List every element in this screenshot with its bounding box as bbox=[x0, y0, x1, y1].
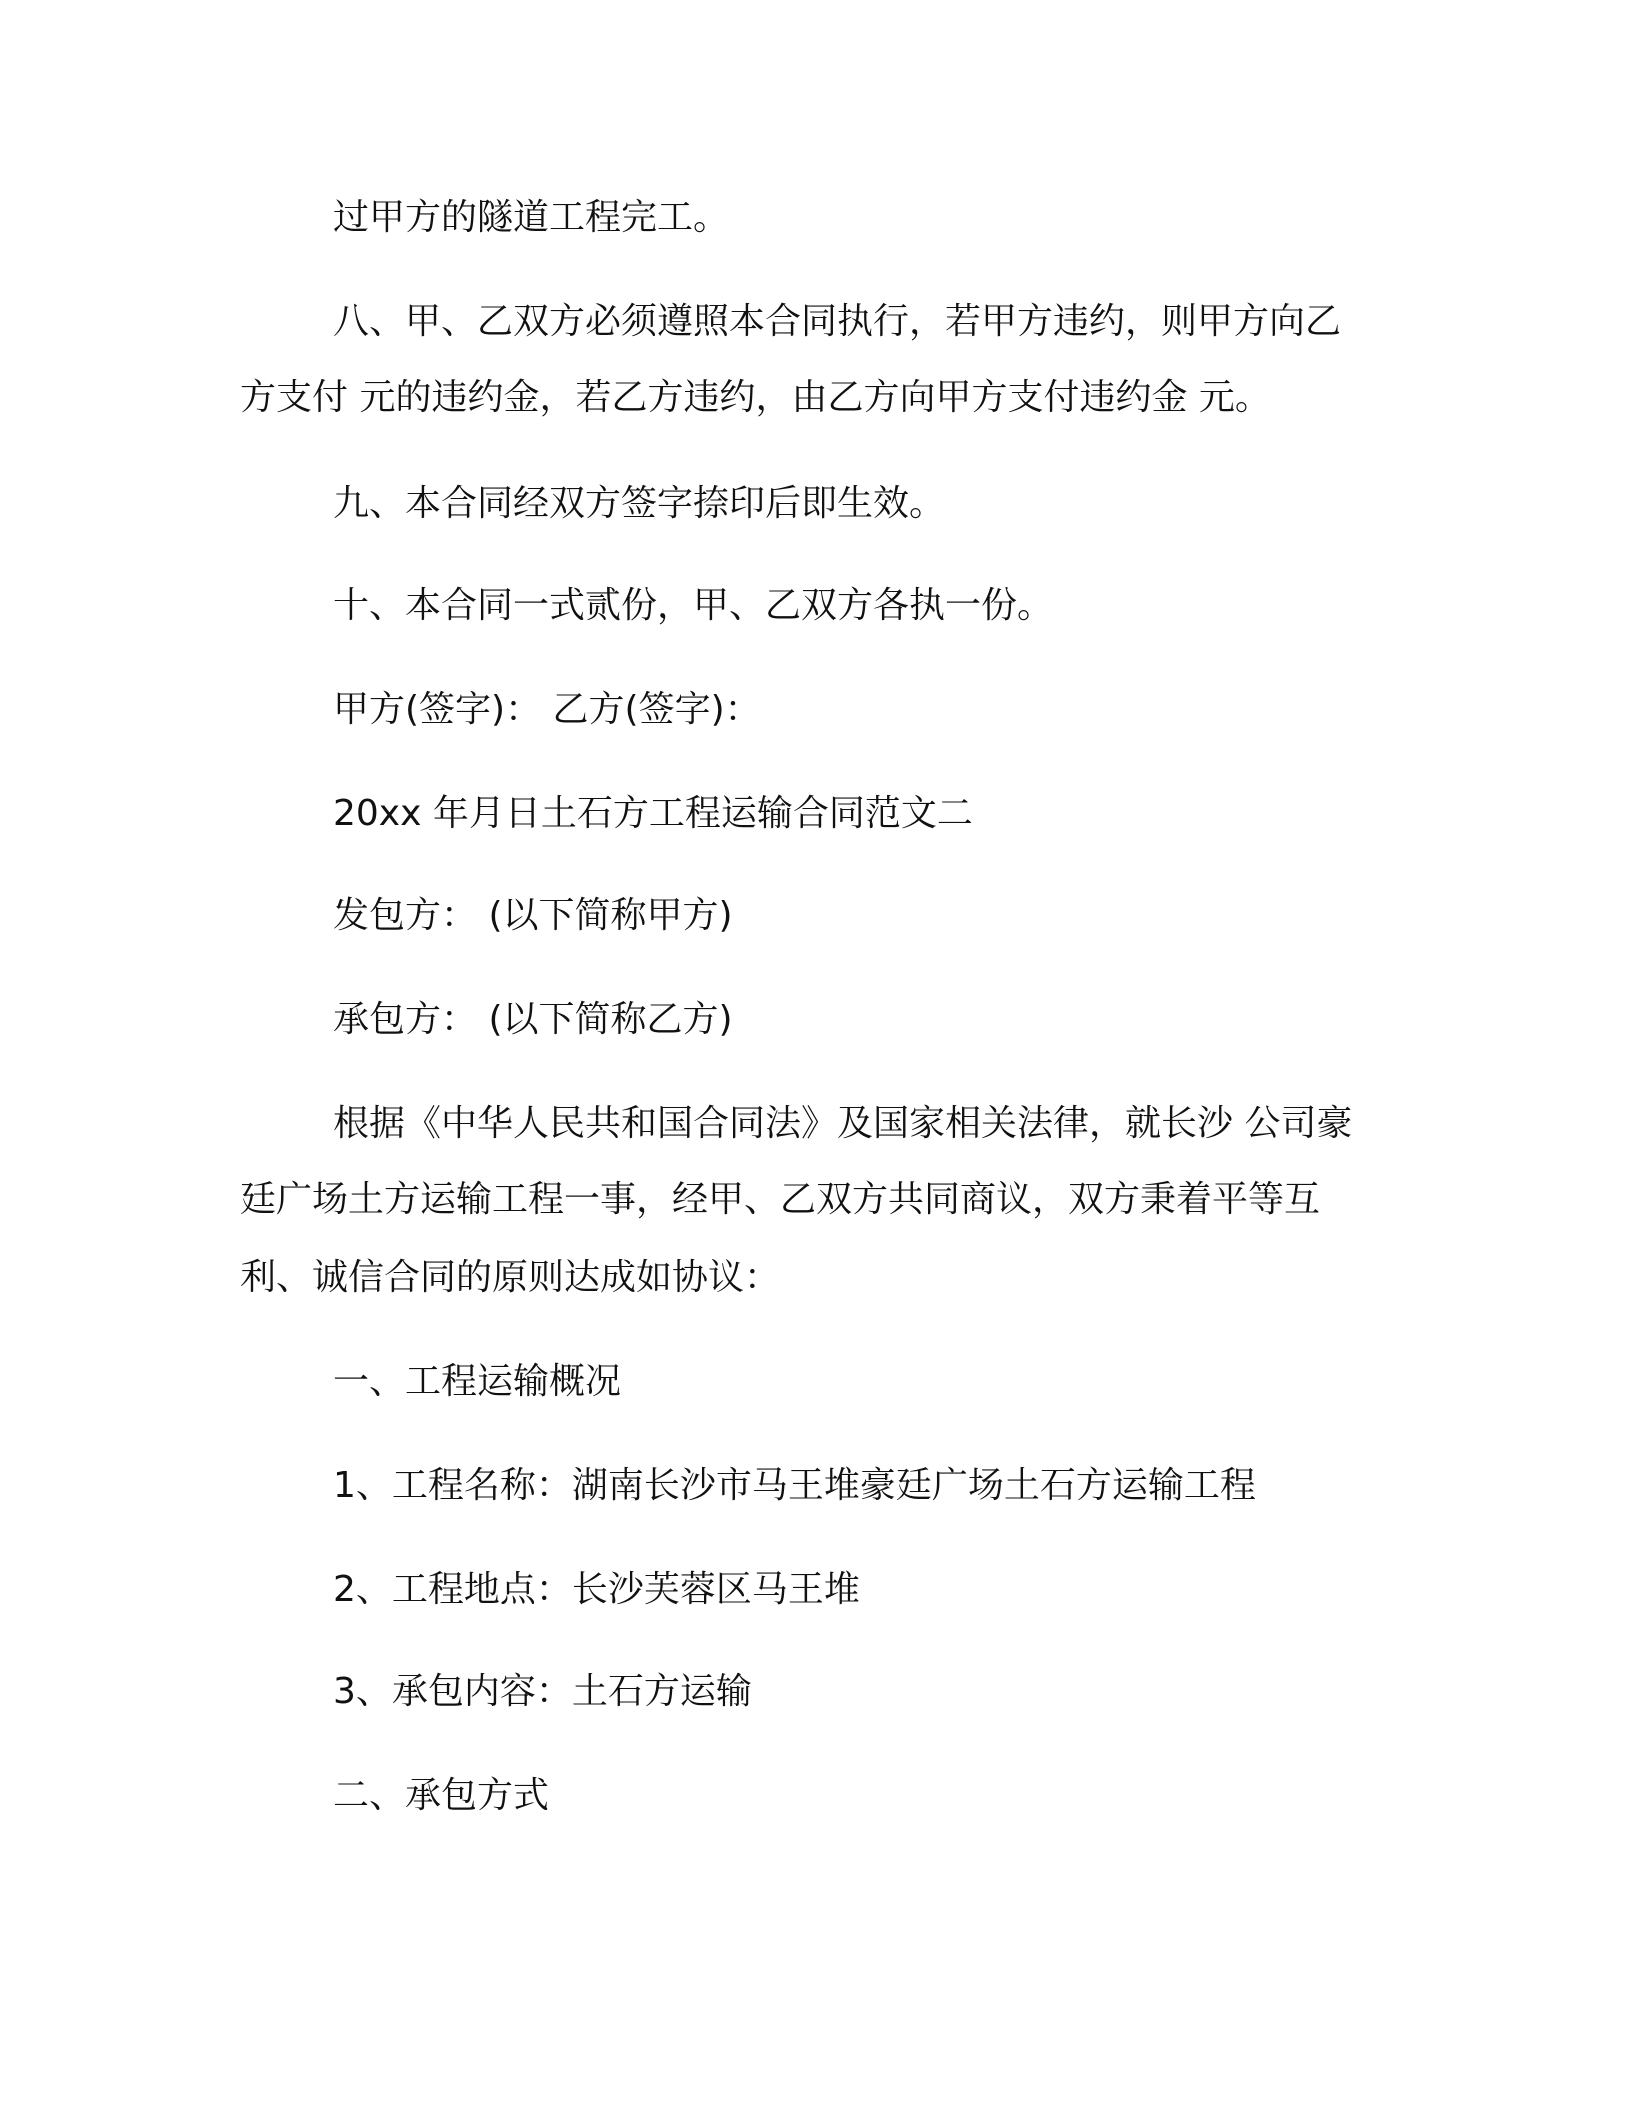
project-name-line: 1、工程名称：湖南长沙市马王堆豪廷广场土石方运输工程 bbox=[333, 1465, 1256, 1506]
section-2-heading: 二、承包方式 bbox=[333, 1775, 550, 1816]
clause-9-line: 九、本合同经双方签字捺印后即生效。 bbox=[333, 483, 946, 524]
preamble-line-2: 廷广场土方运输工程一事，经甲、乙双方共同商议，双方秉着平等互 bbox=[240, 1179, 1321, 1220]
text-line: 过甲方的隧道工程完工。 bbox=[333, 197, 730, 238]
clause-10-line: 十、本合同一式贰份，甲、乙双方各执一份。 bbox=[333, 585, 1054, 626]
signature-line: 甲方(签字)： 乙方(签字)： bbox=[333, 689, 761, 730]
preamble-line-1: 根据《中华人民共和国合同法》及国家相关法律，就长沙 公司豪 bbox=[333, 1103, 1353, 1144]
project-location-line: 2、工程地点：长沙芙蓉区马王堆 bbox=[333, 1569, 860, 1610]
contract-content-line: 3、承包内容：土石方运输 bbox=[333, 1671, 752, 1712]
clause-8-line: 八、甲、乙双方必须遵照本合同执行，若甲方违约，则甲方向乙 bbox=[333, 301, 1342, 342]
section-1-heading: 一、工程运输概况 bbox=[333, 1361, 622, 1402]
contractor-line: 承包方： (以下简称乙方) bbox=[333, 999, 733, 1040]
date-title-line: 20xx 年月日土石方工程运输合同范文二 bbox=[333, 793, 973, 834]
employer-line: 发包方： (以下简称甲方) bbox=[333, 895, 733, 936]
preamble-line-3: 利、诚信合同的原则达成如协议： bbox=[240, 1257, 781, 1298]
clause-8-continuation: 方支付 元的违约金，若乙方违约，由乙方向甲方支付违约金 元。 bbox=[240, 377, 1271, 418]
